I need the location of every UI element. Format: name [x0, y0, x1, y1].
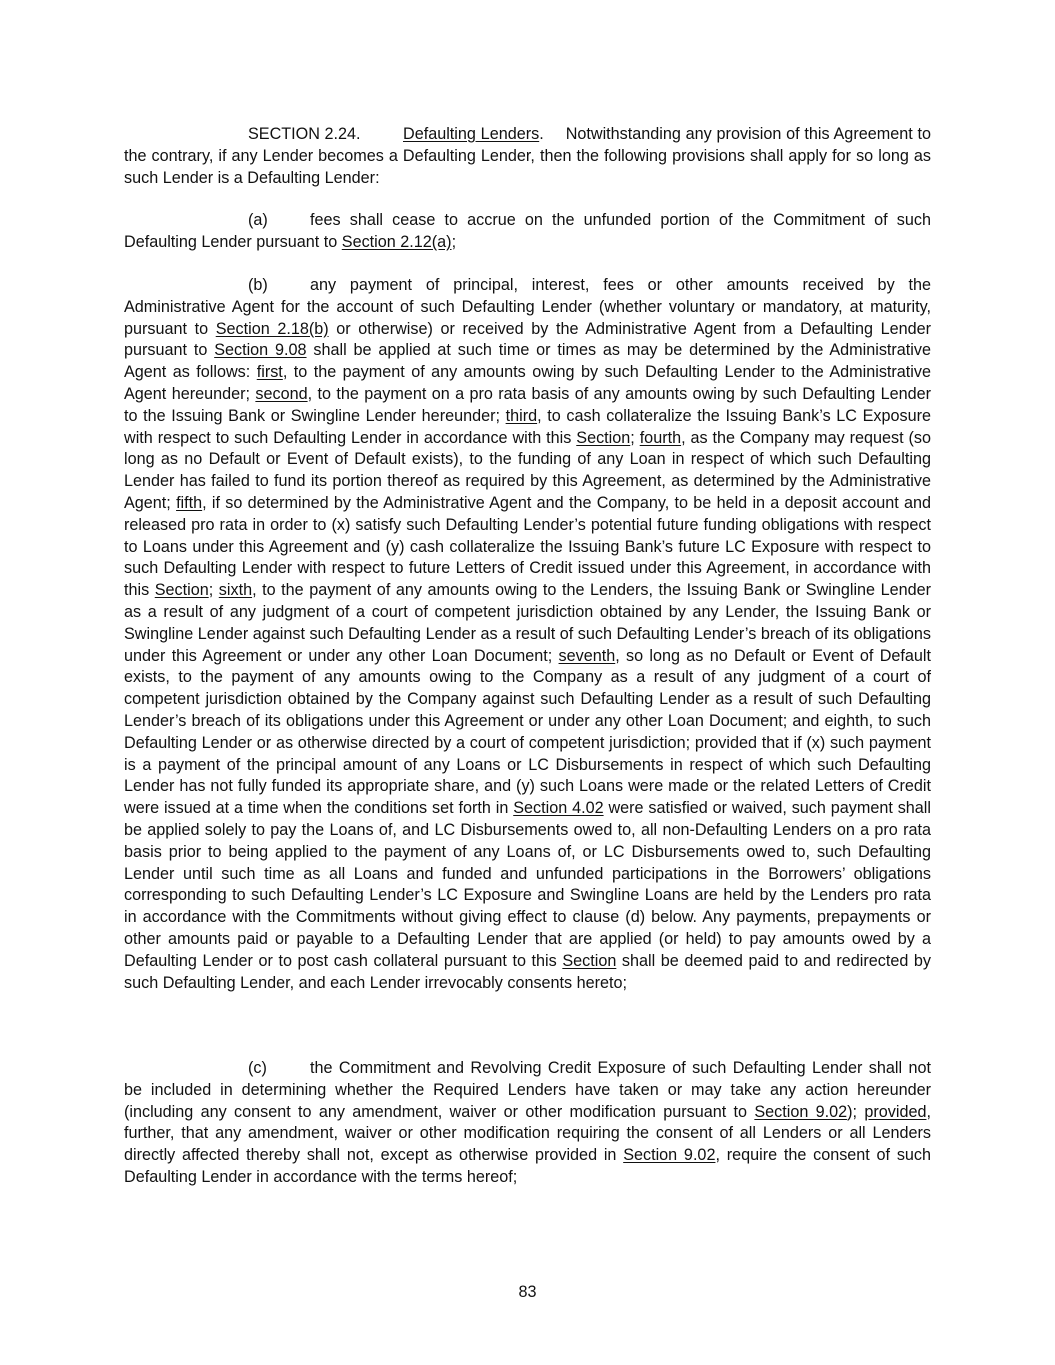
section-intro-text: Notwithstanding any provision of this Agreement to the contrary, if any Lender becomes a Defaulting Lender, then the following provisions shall apply for so long as such Lender is a Defaulting Lender:	[124, 125, 931, 187]
section-2-12a-reference: Section 2.12(a)	[341, 232, 452, 251]
clause-c-paragraph: (c) the Commitment and Revolving Credit Exposure of such Defaulting Lender shall not be included in determining whether the Required Lenders have taken or may take any action hereunder (including any consent to any amendment, waiver or other modification pursuant to Section 9.02); provided, further, that any amendment, waiver or other modification requiring the consent of all Lenders or all Lenders directly affected thereby shall not, except as otherwise provided in Section 9.02, require the consent of such Defaulting Lender in accordance with the terms hereof;	[124, 1059, 932, 1186]
page-number: 83	[518, 1283, 537, 1301]
second-term: second	[255, 384, 308, 403]
section-reference: Section	[154, 581, 209, 600]
clause-b-marker: (b)	[248, 276, 268, 294]
section-title: Defaulting Lenders	[403, 125, 540, 143]
section-9-02-reference: Section 9.02	[754, 1102, 848, 1121]
section-9-02-reference: Section 9.02	[623, 1146, 716, 1165]
section-4-02-reference: Section 4.02	[513, 799, 604, 818]
first-term: first	[256, 363, 283, 382]
section-9-08-reference: Section 9.08	[214, 341, 307, 360]
third-term: third	[505, 406, 538, 425]
clause-a-paragraph: (a) fees shall cease to accrue on the unfunded portion of the Commitment of such Defaulting Lender pursuant to Section 2.12(a);	[124, 211, 931, 251]
provided-term: provided	[864, 1102, 927, 1121]
section-reference: Section	[562, 951, 617, 970]
seventh-term: seventh	[558, 646, 616, 665]
clause-b-paragraph: (b) any payment of principal, interest, fees or other amounts received by the Administrative Agent for the account of such Defaulting Lender (whether voluntary or mandatory, at maturity, pursuant to Section 2.18(b) or otherwise) or received by the Administrative Agent from a Defaulting Lender pursuant to Section 9.08 shall be applied at such time or times as may be determined by the Administrative Agent as follows: first, to the payment of any amounts owing by such Defaulting Lender to the Administrative Agent hereunder; second, to the payment on a pro rata basis of any amounts owing by such Defaulting Lender to the Issuing Bank or Swingline Lender hereunder; third, to cash collateralize the Issuing Bank’s LC Exposure with respect to such Defaulting Lender in accordance with this Section; fourth, as the Company may request (so long as no Default or Event of Default exists), to the funding of any Loan in respect of which such Defaulting Lender has failed to fund its portion thereof as required by this Agreement, as determined by the Administrative Agent; fifth, if so determined by the Administrative Agent and the Company, to be held in a deposit account and released pro rata in order to (x) satisfy such Defaulting Lender’s potential future funding obligations with respect to Loans under this Agreement and (y) cash collateralize the Issuing Bank’s future LC Exposure with respect to such Defaulting Lender with respect to future Letters of Credit issued under this Agreement, in accordance with this Section; sixth, to the payment of any amounts owing to the Lenders, the Issuing Bank or Swingline Lender as a result of any judgment of a court of competent jurisdiction obtained by any Lender, the Issuing Bank or Swingline Lender against such Defaulting Lender as a result of such Defaulting Lender’s breach of its obligations under this Agreement or under any other Loan Document; seventh, so long as no Default or Event of Default exists, to the payment of any amounts owing to the Company as a result of any judgment of a court of competent jurisdiction obtained by the Company against such Defaulting Lender as a result of such Defaulting Lender’s breach of its obligations under this Agreement or under any other Loan Document; and eighth, to such Defaulting Lender or as otherwise directed by a court of competent jurisdiction; provided that if (x) such payment is a payment of the principal amount of any Loans or LC Disbursements in respect of which such Defaulting Lender has not fully funded its appropriate share, and (y) such Loans were made or the related Letters of Credit were issued at a time when the conditions set forth in Section 4.02 were satisfied or waived, such payment shall be applied solely to pay the Loans of, and LC Disbursements owed to, all non-Defaulting Lenders on a pro rata basis prior to being applied to the payment of any Loans of, or LC Disbursements owed to, such Defaulting Lender until such time as all Loans and funded and unfunded participations in the Borrowers’ obligations corresponding to such Defaulting Lender’s LC Exposure and Swingline Loans are held by the Lenders pro rata in accordance with the Commitments without giving effect to clause (d) below. Any payments, prepayments or other amounts paid or payable to a Defaulting Lender that are applied (or held) to pay amounts owed by a Defaulting Lender or to post cash collateral pursuant to this Section shall be deemed paid to and redirected by such Defaulting Lender, and each Lender irrevocably consents hereto;	[124, 276, 932, 992]
clause-c-marker: (c)	[248, 1059, 267, 1077]
section-intro-paragraph: SECTION 2.24. Defaulting Lenders. Notwithstanding any provision of this Agreement to the contrary, if any Lender becomes a Defaulting Lender, then the following provisions shall apply for so long as such Lender is a Defaulting Lender:	[124, 125, 931, 187]
fourth-term: fourth	[639, 428, 682, 447]
clause-a-marker: (a)	[248, 211, 268, 229]
fifth-term: fifth	[176, 493, 203, 512]
sixth-term: sixth	[218, 581, 253, 600]
section-number: SECTION 2.24.	[248, 125, 361, 143]
section-2-18b-reference: Section 2.18(b)	[215, 319, 329, 338]
section-reference: Section	[576, 428, 631, 447]
